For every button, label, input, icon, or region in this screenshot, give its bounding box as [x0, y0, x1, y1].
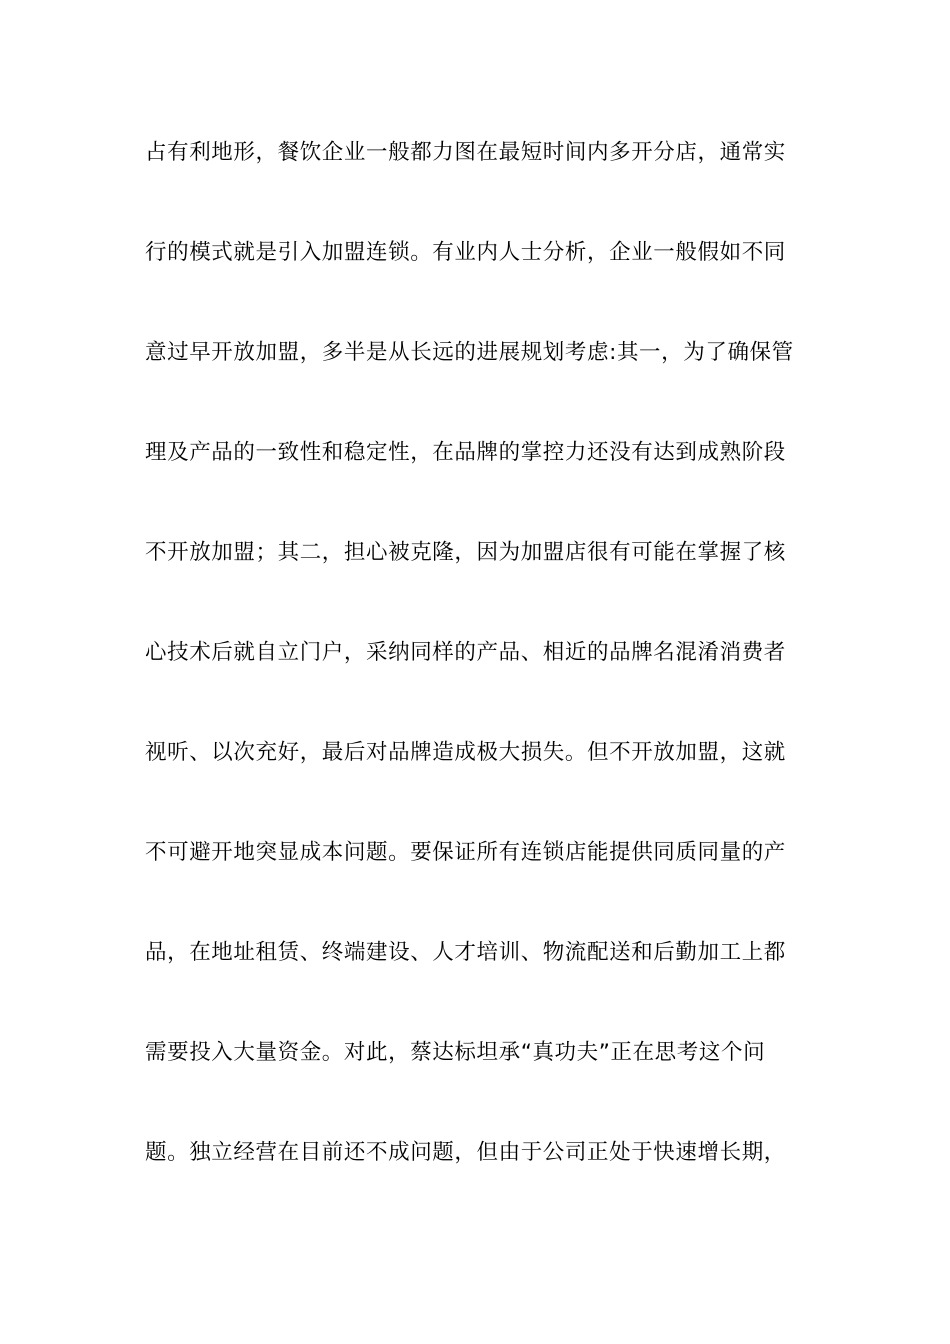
text-line: 心技术后就自立门户，采纳同样的产品、相近的品牌名混淆消费者 — [145, 640, 786, 665]
text-line: 品，在地址租赁、终端建设、人才培训、物流配送和后勤加工上都 — [145, 940, 786, 965]
text-line: 理及产品的一致性和稳定性，在品牌的掌控力还没有达到成熟阶段 — [145, 440, 786, 465]
text-line: 占有利地形，餐饮企业一般都力图在最短时间内多开分店，通常实 — [145, 140, 786, 165]
text-line: 需要投入大量资金。对此，蔡达标坦承“真功夫”正在思考这个问 — [145, 1040, 766, 1065]
text-line: 不可避开地突显成本问题。要保证所有连锁店能提供同质同量的产 — [145, 840, 786, 865]
text-line: 不开放加盟；其二，担心被克隆，因为加盟店很有可能在掌握了核 — [145, 540, 786, 565]
text-line: 行的模式就是引入加盟连锁。有业内人士分析，企业一般假如不同 — [145, 240, 786, 265]
body-paragraph — [145, 130, 815, 1230]
text-line: 视听、以次充好，最后对品牌造成极大损失。但不开放加盟，这就 — [145, 740, 786, 765]
text-line: 意过早开放加盟，多半是从长远的进展规划考虑:其一，为了确保管 — [145, 340, 794, 365]
text-line: 题。独立经营在目前还不成问题，但由于公司正处于快速增长期， — [145, 1140, 786, 1165]
